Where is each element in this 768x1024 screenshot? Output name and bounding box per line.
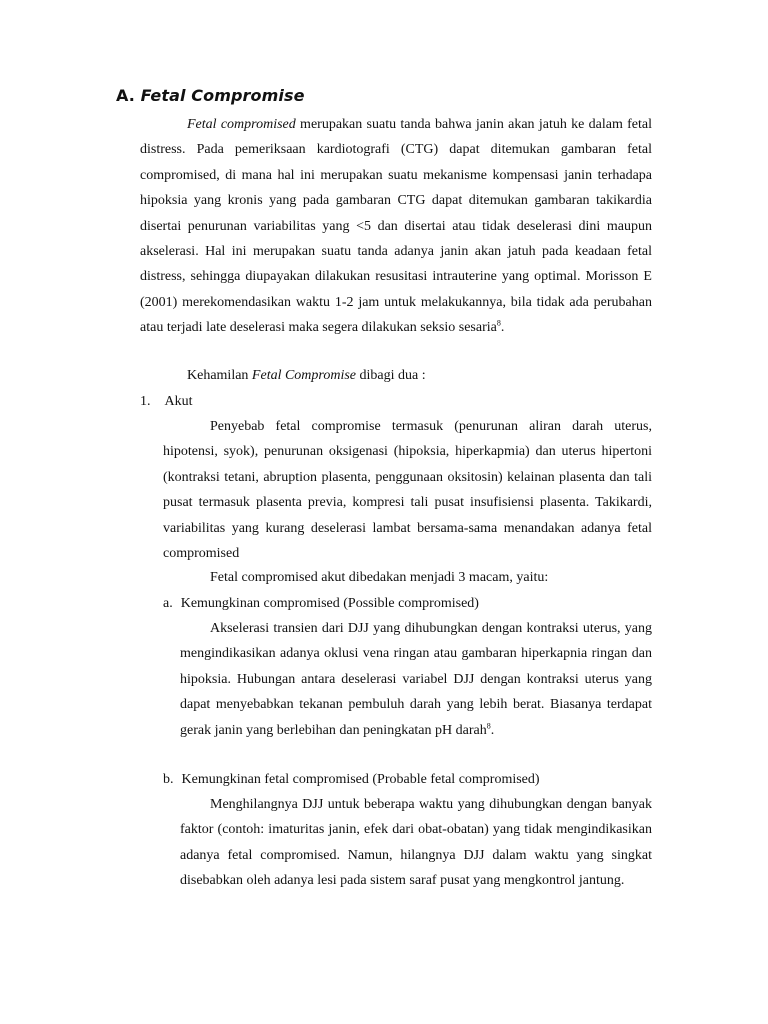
- intro-lead-italic: Fetal compromised: [187, 117, 296, 132]
- sub-a-title: Kemungkinan compromised (Possible compromised): [180, 596, 479, 611]
- section-heading: [116, 86, 305, 105]
- sub-b-paragraph: Menghilangnya DJJ untuk beberapa waktu yang dihubungkan dengan banyak faktor (contoh: imaturitas janin, efek dari obat-obatan) yang tidak mengindikasikan adanya fetal compromised. Namun, hilangnya DJJ dalam waktu yang singkat disebabkan oleh adanya lesi pada sistem saraf pusat yang mengkontrol jantung.: [180, 797, 652, 889]
- item1-title: Akut: [164, 394, 193, 409]
- item1-heading: [140, 389, 193, 414]
- sub-a-marker: a.: [163, 596, 173, 611]
- sub-b-heading: [163, 767, 540, 792]
- division-line: Kehamilan Fetal Compromise dibagi dua :: [187, 368, 426, 383]
- item1-paragraph: Penyebab fetal compromise termasuk (penurunan aliran darah uterus, hipotensi, syok), penurunan oksigenasi (hipoksia, hiperkapmia) dan uterus hipertoni (kontraksi tetani, abruption plasenta, penggunaan oksitosin) kelainan plasenta dan tali pusat termasuk plasenta previa, kompresi tali pusat insufisiensi plasenta. Takikardi, variabilitas yang kurang deselerasi lambat bersama-sama menandakan adanya fetal compromised: [163, 419, 652, 562]
- sub-a-heading: [163, 591, 479, 616]
- item1-marker: 1.: [140, 394, 151, 409]
- intro-reference: 8: [496, 318, 501, 328]
- sub-a-paragraph: Akselerasi transien dari DJJ yang dihubungkan dengan kontraksi uterus, yang mengindikasikan adanya oklusi vena ringan atau gambaran hiperkapnia ringan dan hipoksia. Hubungan antara deselerasi variabel DJJ dengan kontraksi uterus yang dapat menyebabkan tekanan pembuluh darah yang lebih berat. Biasanya terdapat gerak janin yang berlebihan dan peningkatan pH darah$^8$.: [180, 621, 652, 738]
- intro-paragraph: Fetal compromised merupakan suatu tanda bahwa janin akan jatuh ke dalam fetal distress. Pada pemeriksaan kardiotografi (CTG) dapat ditemukan gambaran fetal compromised, di mana hal ini merupakan suatu mekanisme kompensasi janin terhadapa hipoksia yang kronis yang pada gambaran CTG dapat ditemukan gambaran takikardia disertai penurunan variabilitas yang <5 dan disertai atau tidak deselerasi dini maupun akselerasi. Hal ini merupakan suatu tanda adanya janin akan jatuh pada keadaan fetal distress, sehingga diupayakan dilakukan resusitasi intrauterine yang optimal. Morisson E (2001) merekomendasikan waktu 1-2 jam untuk melakukannya, bila tidak ada perubahan atau terjadi late deselerasi maka segera dilakukan seksio sesaria$^8$.: [140, 117, 652, 336]
- section-number: A.: [116, 86, 135, 105]
- section-title: Fetal Compromise: [140, 86, 305, 105]
- intro-text: merupakan suatu tanda bahwa janin akan jatuh ke dalam fetal distress. Pada pemeriksaan kardiotografi (CTG) dapat ditemukan gambaran fetal compromised, di mana hal ini merupakan suatu mekanisme kompensasi janin terhadapa hipoksia yang kronis yang pada gambaran CTG dapat ditemukan gambaran takikardia disertai penurunan variabilitas yang <5 dan disertai atau tidak deselerasi dini maupun akselerasi. Hal ini merupakan suatu tanda adanya janin akan jatuh pada keadaan fetal distress, sehingga diupayakan dilakukan resusitasi intrauterine yang optimal. Morisson E (2001) merekomendasikan waktu 1-2 jam untuk melakukannya, bila tidak ada perubahan atau terjadi late deselerasi maka segera dilakukan seksio sesaria: [140, 117, 652, 336]
- item1-types-line: Fetal compromised akut dibedakan menjadi 3 macam, yaitu:: [210, 570, 549, 585]
- sub-a-reference: 8: [486, 720, 491, 730]
- sub-b-title: Kemungkinan fetal compromised (Probable fetal compromised): [181, 772, 540, 787]
- sub-b-marker: b.: [163, 772, 174, 787]
- division-italic: Fetal Compromise: [251, 368, 357, 383]
